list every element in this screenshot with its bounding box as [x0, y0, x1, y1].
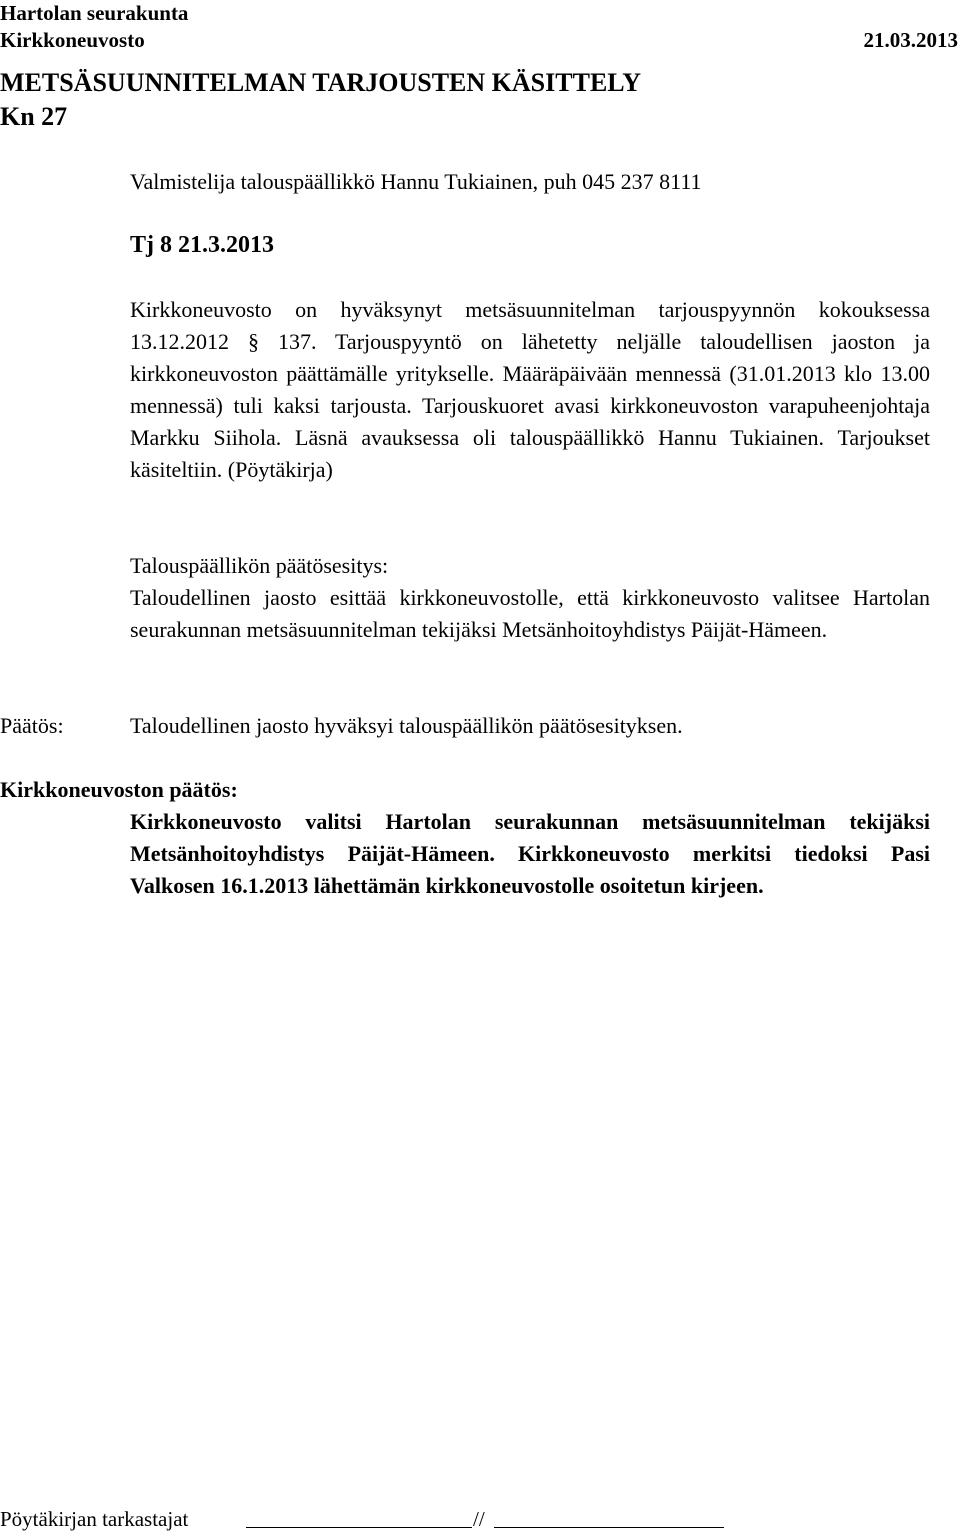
signature-separator: //	[473, 1507, 485, 1531]
body-name: Kirkkoneuvosto	[0, 28, 145, 52]
meeting-date: 21.03.2013	[863, 28, 958, 52]
background-paragraph: Kirkkoneuvosto on hyväksynyt metsäsuunnitelman tarjouspyynnön kokouksessa 13.12.2012 § 137. Tarjouspyyntö on lähetetty neljälle taloudellisen jaoston ja kirkkoneuvoston päättämälle yritykselle. Määräpäivään mennessä (31.01.2013 klo 13.00 mennessä) tuli kaksi tarjousta. Tarjouskuoret avasi kirkkoneuvoston varapuheenjohtaja Markku Siihola. Läsnä avauksessa oli talouspäällikkö Hannu Tukiainen. Tarjoukset käsiteltiin. (Pöytäkirja)	[130, 297, 930, 482]
organization-name: Hartolan seurakunta	[0, 1, 189, 25]
preparer-line: Valmistelija talouspäällikkö Hannu Tukiainen, puh 045 237 8111	[130, 169, 702, 194]
signature-line-2	[494, 1527, 724, 1528]
proposal-heading: Talouspäällikön päätösesitys:	[130, 553, 389, 578]
proposal-text: Taloudellinen jaosto esittää kirkkoneuvostolle, että kirkkoneuvosto valitsee Hartolan seurakunnan metsäsuunnitelman tekijäksi Metsänhoitoyhdistys Päijät-Hämeen.	[130, 585, 930, 642]
council-decision-heading: Kirkkoneuvoston päätös:	[0, 777, 238, 802]
page-title: METSÄSUUNNITELMAN TARJOUSTEN KÄSITTELY	[0, 68, 642, 97]
footer-label: Pöytäkirjan tarkastajat	[0, 1507, 189, 1531]
decision-text: Taloudellinen jaosto hyväksyi talouspäällikön päätösesityksen.	[130, 713, 683, 738]
signature-line-1	[246, 1527, 472, 1528]
decision-label: Päätös:	[0, 713, 64, 738]
session-line: Tj 8 21.3.2013	[130, 232, 274, 258]
item-number: Kn 27	[0, 102, 68, 131]
council-decision-text: Kirkkoneuvosto valitsi Hartolan seurakunnan metsäsuunnitelman tekijäksi Metsänhoitoyhdistys Päijät-Hämeen. Kirkkoneuvosto merkitsi tiedoksi Pasi Valkosen 16.1.2013 lähettämän kirkkoneuvostolle osoitetun kirjeen.	[130, 809, 930, 898]
